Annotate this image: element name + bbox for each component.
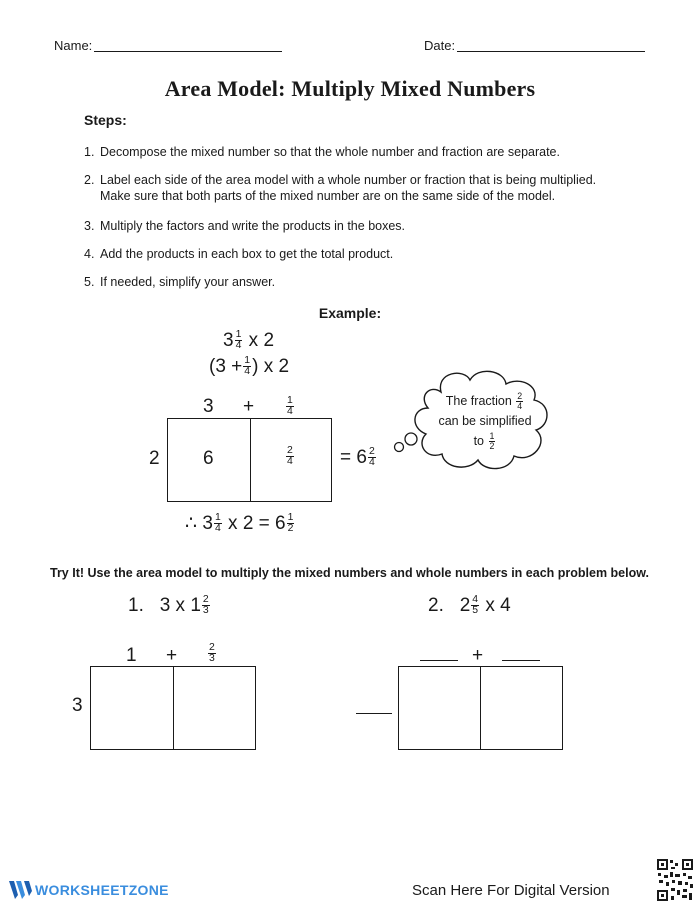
problem-2-expression: 2. 2 $\frac{4}{5}$ x 4 bbox=[428, 594, 511, 617]
problem-1-top-label-plus: + bbox=[166, 645, 178, 666]
problem-1-area-model[interactable] bbox=[90, 666, 256, 750]
step-5 bbox=[84, 274, 275, 290]
step-text: Multiply the factors and write the products in the boxes. bbox=[100, 219, 406, 233]
step-text: Decompose the mixed number so that the whole number and fraction are separate. bbox=[100, 145, 560, 159]
worksheetzone-logo-icon bbox=[9, 879, 35, 901]
qr-code-icon[interactable] bbox=[656, 858, 694, 902]
scan-text: Scan Here For Digital Version bbox=[412, 882, 610, 899]
problem-2-area-model[interactable] bbox=[398, 666, 563, 750]
name-label: Name: bbox=[54, 38, 93, 53]
step-text-continued: Make sure that both parts of the mixed number are on the same side of the model. bbox=[100, 189, 556, 203]
example-decomposed-expression: (3 + $\frac{1}{4}$ ) x 2 bbox=[209, 355, 290, 378]
example-expression bbox=[223, 330, 274, 352]
steps-heading: Steps: bbox=[84, 112, 127, 128]
step-1 bbox=[84, 144, 560, 160]
example-heading: Example: bbox=[318, 305, 382, 321]
cloud-text: The fraction $\frac{2}{4}$ can be simplified to $\frac{1}{2}$ bbox=[438, 391, 532, 452]
area-model-divider bbox=[173, 667, 174, 749]
date-label: Date: bbox=[424, 38, 456, 53]
step-number: 4. bbox=[84, 247, 95, 261]
step-text: Label each side of the area model with a whole number or fraction that is being multiplied. bbox=[100, 173, 597, 187]
step-number: 3. bbox=[84, 219, 95, 233]
problem-1-side-label: 3 bbox=[72, 695, 83, 716]
example-area-model bbox=[167, 418, 332, 502]
area-model-divider bbox=[250, 419, 251, 501]
page-title: Area Model: Multiply Mixed Numbers bbox=[164, 76, 536, 101]
step-2 bbox=[84, 172, 596, 204]
area-cell-product-1: 6 bbox=[203, 448, 214, 469]
name-field[interactable] bbox=[94, 37, 282, 52]
fraction: $\frac{1}{4}$ bbox=[244, 355, 251, 378]
step-text: If needed, simplify your answer. bbox=[100, 275, 276, 289]
problem-2-side-blank[interactable] bbox=[356, 713, 392, 714]
step-number: 2. bbox=[84, 173, 95, 187]
top-label-whole: 3 bbox=[203, 396, 214, 417]
area-cell-product-2: $\frac{2}{4}$ bbox=[287, 445, 293, 468]
problem-1-expression: 1. 3 x 1 $\frac{2}{3}$ bbox=[128, 594, 209, 617]
fraction: $\frac{1}{4}$ bbox=[235, 329, 242, 352]
problem-2-top-blank-1[interactable] bbox=[420, 660, 458, 661]
try-it-instructions: Try It! Use the area model to multiply the mixed numbers and whole numbers in each problem below. bbox=[50, 566, 649, 580]
multiplier: x 2 bbox=[248, 330, 275, 351]
date-field[interactable] bbox=[457, 37, 645, 52]
side-label: 2 bbox=[149, 448, 160, 469]
step-text: Add the products in each box to get the total product. bbox=[100, 247, 394, 261]
step-3 bbox=[84, 218, 405, 234]
whole-number: 3 bbox=[223, 330, 234, 351]
example-result: = 6 $\frac{2}{4}$ bbox=[340, 446, 375, 469]
top-label-plus: + bbox=[243, 396, 255, 417]
step-number: 5. bbox=[84, 275, 95, 289]
example-conclusion: ∴ 3 $\frac{1}{4}$ x 2 = 6 $\frac{1}{2}$ bbox=[185, 512, 294, 535]
problem-2-top-blank-2[interactable] bbox=[502, 660, 540, 661]
brand-name: WORKSHEETZONE bbox=[35, 882, 169, 898]
step-number: 1. bbox=[84, 145, 95, 159]
problem-1-top-label-fraction: $\frac{2}{3}$ bbox=[209, 642, 215, 665]
top-label-fraction: $\frac{1}{4}$ bbox=[287, 395, 293, 418]
area-model-divider bbox=[480, 667, 481, 749]
problem-1-top-label-whole: 1 bbox=[126, 645, 137, 666]
problem-2-top-label-plus: + bbox=[472, 645, 484, 666]
step-4 bbox=[84, 246, 393, 262]
